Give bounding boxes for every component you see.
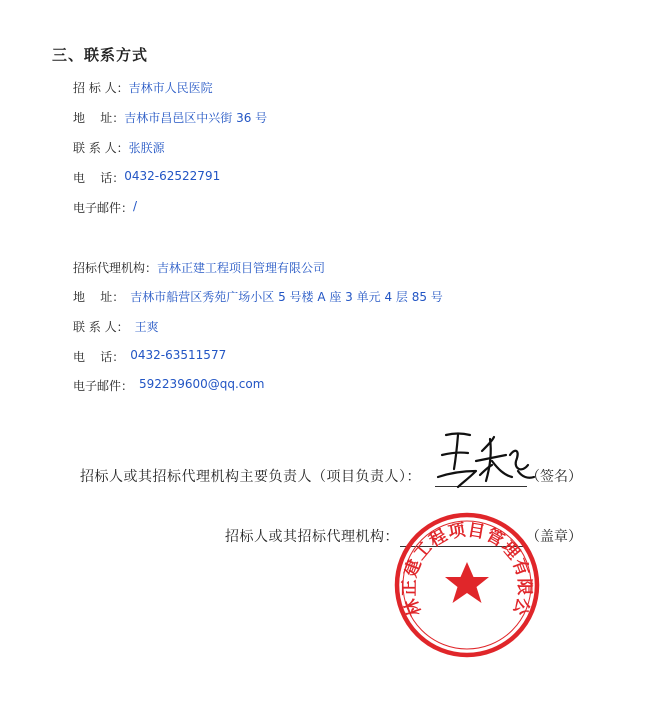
seal-star-icon	[445, 562, 489, 603]
agency-contact-value: 王爽	[134, 320, 159, 334]
section-title: 三、联系方式	[52, 46, 149, 64]
tenderer-address-row	[73, 109, 267, 126]
tenderer-phone-value: 0432-62522791	[124, 169, 221, 183]
tenderer-email-label: 电子邮件：	[73, 201, 134, 215]
tenderer-contact-row	[73, 139, 165, 156]
agency-contact-label: 联 系 人：	[73, 320, 129, 334]
tenderer-name-value: 吉林市人民医院	[128, 81, 213, 95]
tenderer-address-label: 地 址：	[73, 111, 125, 125]
agency-address-value: 吉林市船营区秀苑广场小区 5 号楼 A 座 3 单元 4 层 85 号	[130, 290, 443, 304]
agency-email-label: 电子邮件：	[73, 379, 134, 393]
responsible-person-statement: 招标人或其招标代理机构主要负责人（项目负责人）：	[80, 469, 421, 485]
agency-email-value: 592239600@qq.com	[139, 377, 265, 391]
agency-address-label: 地 址：	[73, 290, 125, 304]
agency-name-value: 吉林正建工程项目管理有限公司	[157, 261, 326, 275]
tenderer-email-row	[73, 199, 137, 216]
agency-statement: 招标人或其招标代理机构：	[225, 529, 399, 545]
company-seal	[383, 495, 542, 660]
signature-suffix: （签名）	[526, 469, 582, 485]
handwritten-signature	[432, 425, 542, 505]
agency-contact-row	[73, 318, 159, 335]
tenderer-name-row	[73, 79, 213, 96]
agency-name-label: 招标代理机构：	[73, 261, 158, 275]
tenderer-contact-label: 联 系 人：	[73, 141, 129, 155]
tenderer-contact-value: 张朕源	[128, 141, 165, 155]
tenderer-name-label: 招 标 人：	[73, 81, 129, 95]
agency-name-row	[73, 259, 325, 276]
agency-phone-value: 0432-63511577	[130, 348, 227, 362]
seal-text: 吉林正建工程项目管理有限公司	[383, 495, 535, 619]
tenderer-address-value: 吉林市昌邑区中兴街 36 号	[124, 111, 268, 125]
agency-phone-row	[73, 348, 226, 365]
tenderer-email-value: /	[133, 199, 138, 213]
agency-email-row	[73, 377, 264, 394]
tenderer-phone-row	[73, 169, 220, 186]
tenderer-phone-label: 电 话：	[73, 171, 125, 185]
agency-phone-label: 电 话：	[73, 350, 125, 364]
agency-address-row	[73, 288, 443, 305]
seal-suffix: （盖章）	[526, 529, 582, 545]
svg-text:吉林正建工程项目管理有限公司	[383, 494, 534, 619]
